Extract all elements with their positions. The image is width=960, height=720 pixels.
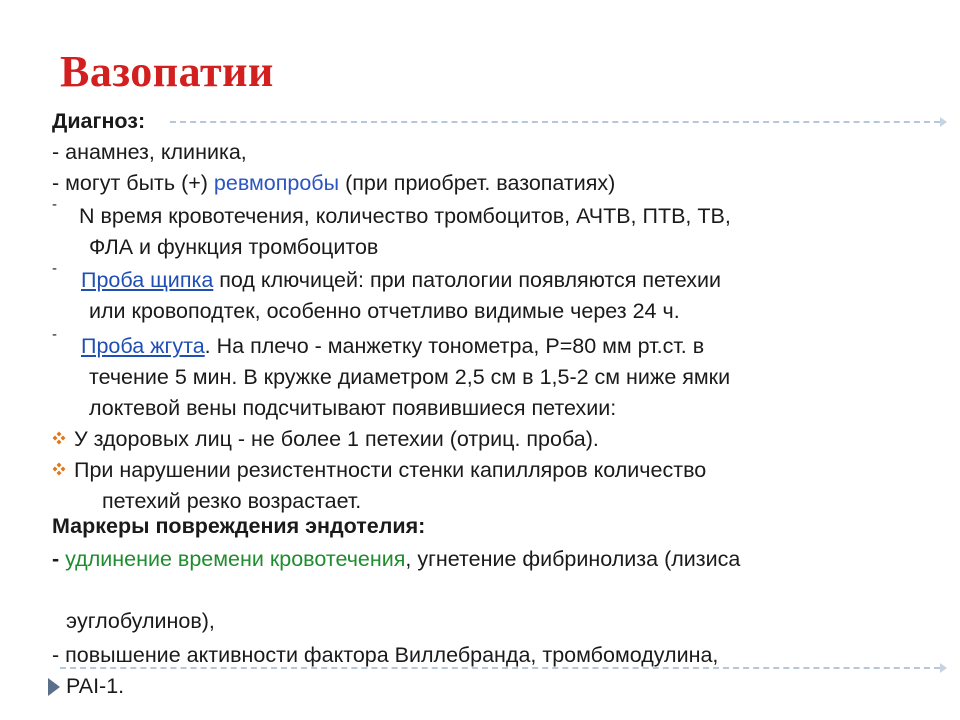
bottom-divider — [60, 667, 940, 669]
diagnosis-item-tourniquet-test — [81, 331, 704, 362]
text-segment: . На плечо - манжетку тонометра, Р=80 мм рт.ст. в — [204, 334, 705, 358]
bullet-healthy — [52, 424, 599, 455]
diagnosis-item-bleeding-time-cont: ФЛА и функция тромбоцитов — [89, 235, 379, 259]
diagnosis-line-rheum-tests — [52, 168, 615, 199]
list-dash: - — [52, 196, 57, 213]
text-segment: под ключицей: при патологии появляются петехии — [213, 268, 722, 292]
diagnosis-item-tourniquet-test-cont1: течение 5 мин. В кружке диаметром 2,5 см в 1,5-2 см ниже ямки — [89, 365, 731, 389]
diagnosis-item-pinch-test — [81, 265, 721, 296]
pinch-test-link[interactable]: Проба щипка — [81, 268, 214, 292]
diagnosis-item-tourniquet-test-cont2: локтевой вены подсчитывают появившиеся петехии: — [89, 396, 617, 420]
markers-heading: Маркеры повреждения эндотелия: — [52, 514, 426, 538]
diagnosis-item-bleeding-time: N время кровотечения, количество тромбоцитов, АЧТВ, ПТВ, ТВ, — [79, 204, 731, 228]
bleeding-time-term: удлинение времени кровотечения — [65, 547, 406, 571]
bullet-capillary-cont: петехий резко возрастает. — [102, 489, 362, 513]
bullet-text: У здоровых лиц - не более 1 петехии (отриц. проба). — [74, 427, 599, 451]
markers-line-pai: PAI-1. — [66, 674, 125, 698]
text-segment: - могут быть (+) — [52, 171, 214, 195]
bullet-text: При нарушении резистентности стенки капилляров количество — [74, 458, 707, 482]
diamond-cluster-bullet-icon — [52, 462, 66, 476]
tourniquet-test-link[interactable]: Проба жгута — [81, 334, 205, 358]
markers-line-willebrand: - повышение активности фактора Виллебранда, тромбомодулина, — [52, 643, 719, 667]
markers-line-bleeding — [52, 544, 740, 575]
text-segment: , угнетение фибринолиза (лизиса — [405, 547, 741, 571]
slide-title: Вазопатии — [60, 47, 274, 96]
diagnosis-item-pinch-test-cont: или кровоподтек, особенно отчетливо видимые через 24 ч. — [89, 299, 680, 323]
top-divider-end-icon — [940, 117, 947, 127]
rheum-tests-term: ревмопробы — [213, 171, 340, 195]
markers-line-euglobulin: эуглобулинов), — [66, 609, 215, 633]
list-dash: - — [52, 260, 57, 277]
top-divider — [170, 121, 940, 123]
text-segment: - — [52, 547, 66, 571]
diamond-cluster-bullet-icon — [52, 431, 66, 445]
bottom-divider-end-icon — [940, 663, 947, 673]
triangle-right-icon — [47, 677, 61, 702]
text-segment: (при приобрет. вазопатиях) — [339, 171, 616, 195]
list-dash: - — [52, 326, 57, 343]
diagnosis-line-history: - анамнез, клиника, — [52, 140, 247, 164]
bullet-capillary — [52, 455, 706, 486]
diagnosis-heading: Диагноз: — [52, 109, 146, 133]
